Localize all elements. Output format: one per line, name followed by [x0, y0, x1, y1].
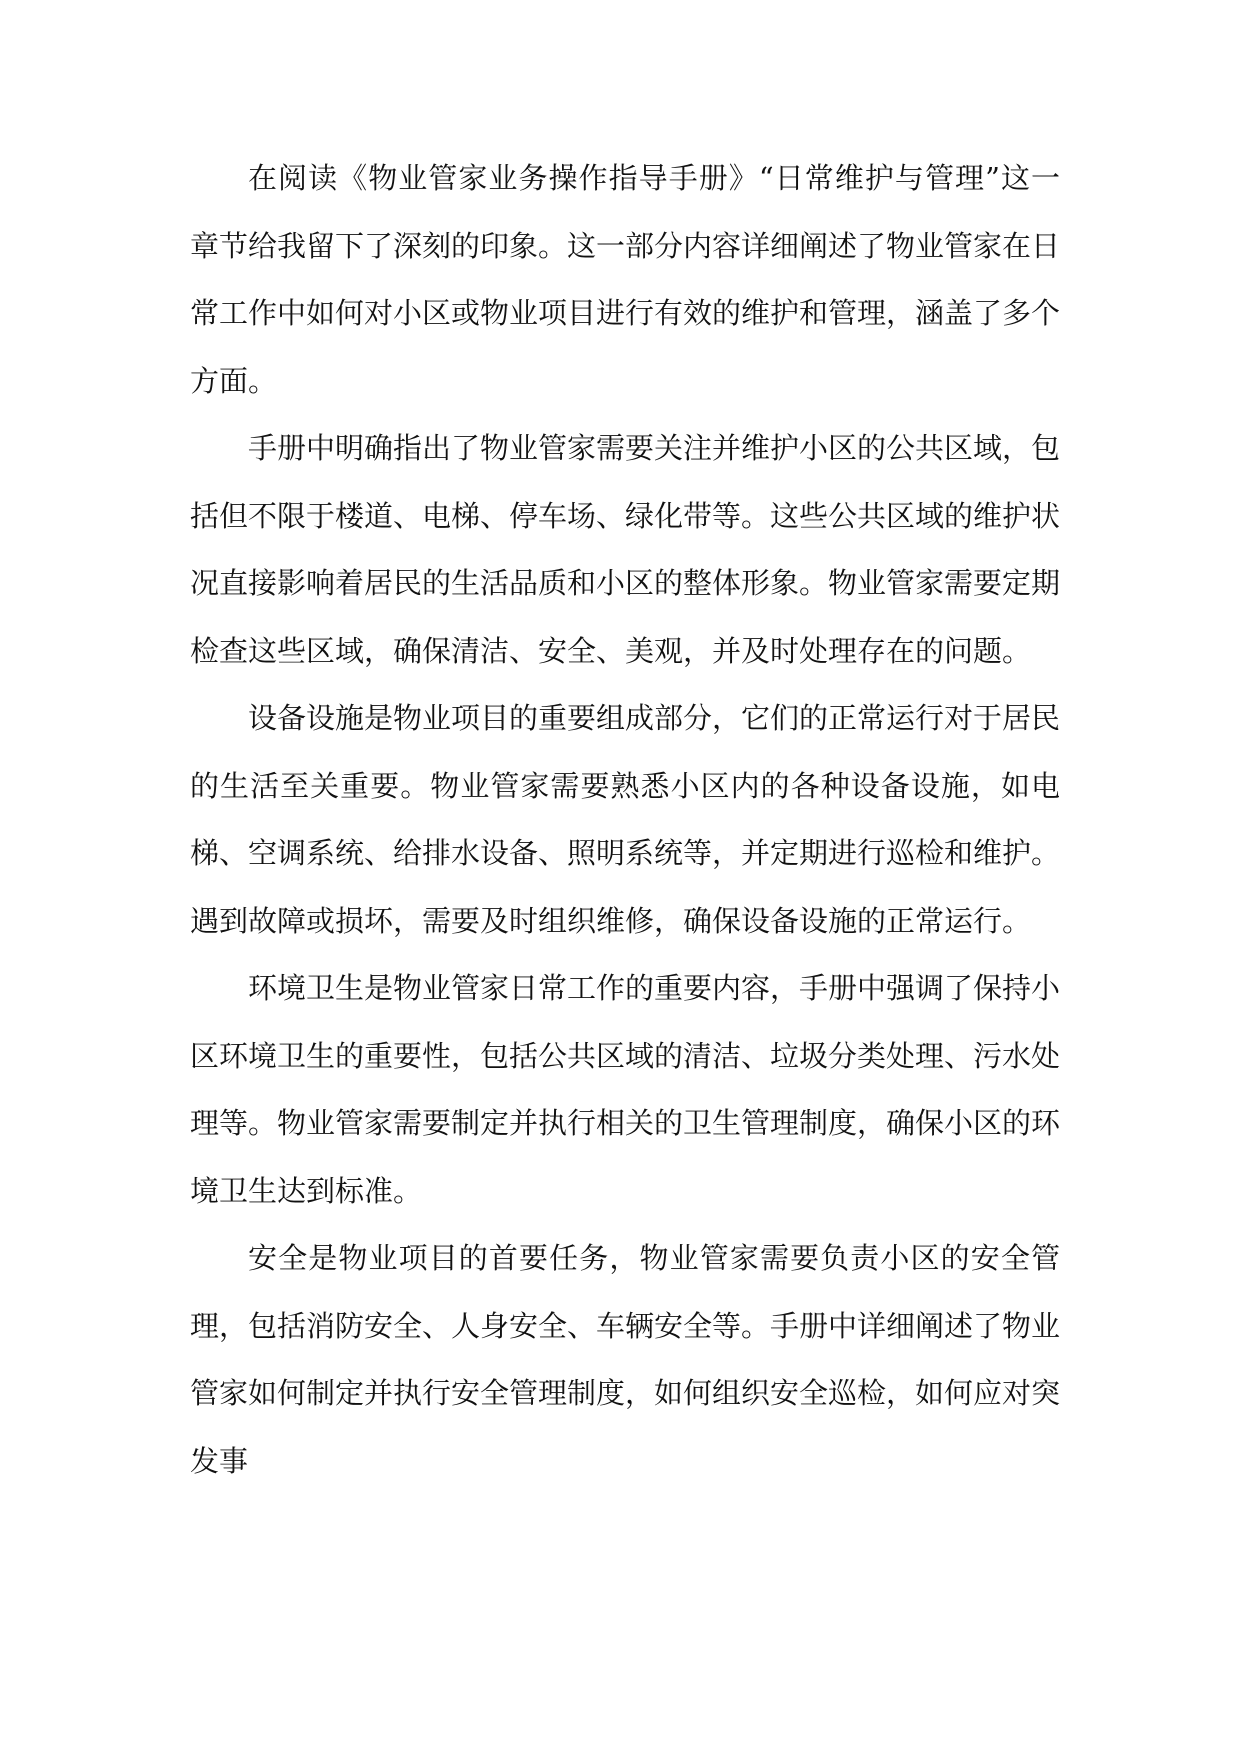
- paragraph-public-areas: 手册中明确指出了物业管家需要关注并维护小区的公共区域，包括但不限于楼道、电梯、停车场、绿化带等。这些公共区域的维护状况直接影响着居民的生活品质和小区的整体形象。物业管家需要定期检查这些区域，确保清洁、安全、美观，并及时处理存在的问题。: [190, 431, 1061, 668]
- paragraph-safety-management: 安全是物业项目的首要任务，物业管家需要负责小区的安全管理，包括消防安全、人身安全、车辆安全等。手册中详细阐述了物业管家如何制定并执行安全管理制度，如何组织安全巡检，如何应对突发事: [190, 1241, 1061, 1478]
- body-text: [190, 145, 1060, 1495]
- paragraph-environmental-hygiene: 环境卫生是物业管家日常工作的重要内容，手册中强调了保持小区环境卫生的重要性，包括公共区域的清洁、垃圾分类处理、污水处理等。物业管家需要制定并执行相关的卫生管理制度，确保小区的环境卫生达到标准。: [190, 971, 1061, 1208]
- paragraph-daily-maintenance-intro: 在阅读《物业管家业务操作指导手册》“日常维护与管理”这一章节给我留下了深刻的印象。这一部分内容详细阐述了物业管家在日常工作中如何对小区或物业项目进行有效的维护和管理，涵盖了多个方面。: [190, 161, 1061, 398]
- paragraph-equipment-facilities: 设备设施是物业项目的重要组成部分，它们的正常运行对于居民的生活至关重要。物业管家需要熟悉小区内的各种设备设施，如电梯、空调系统、给排水设备、照明系统等，并定期进行巡检和维护。遇到故障或损坏，需要及时组织维修，确保设备设施的正常运行。: [190, 701, 1061, 938]
